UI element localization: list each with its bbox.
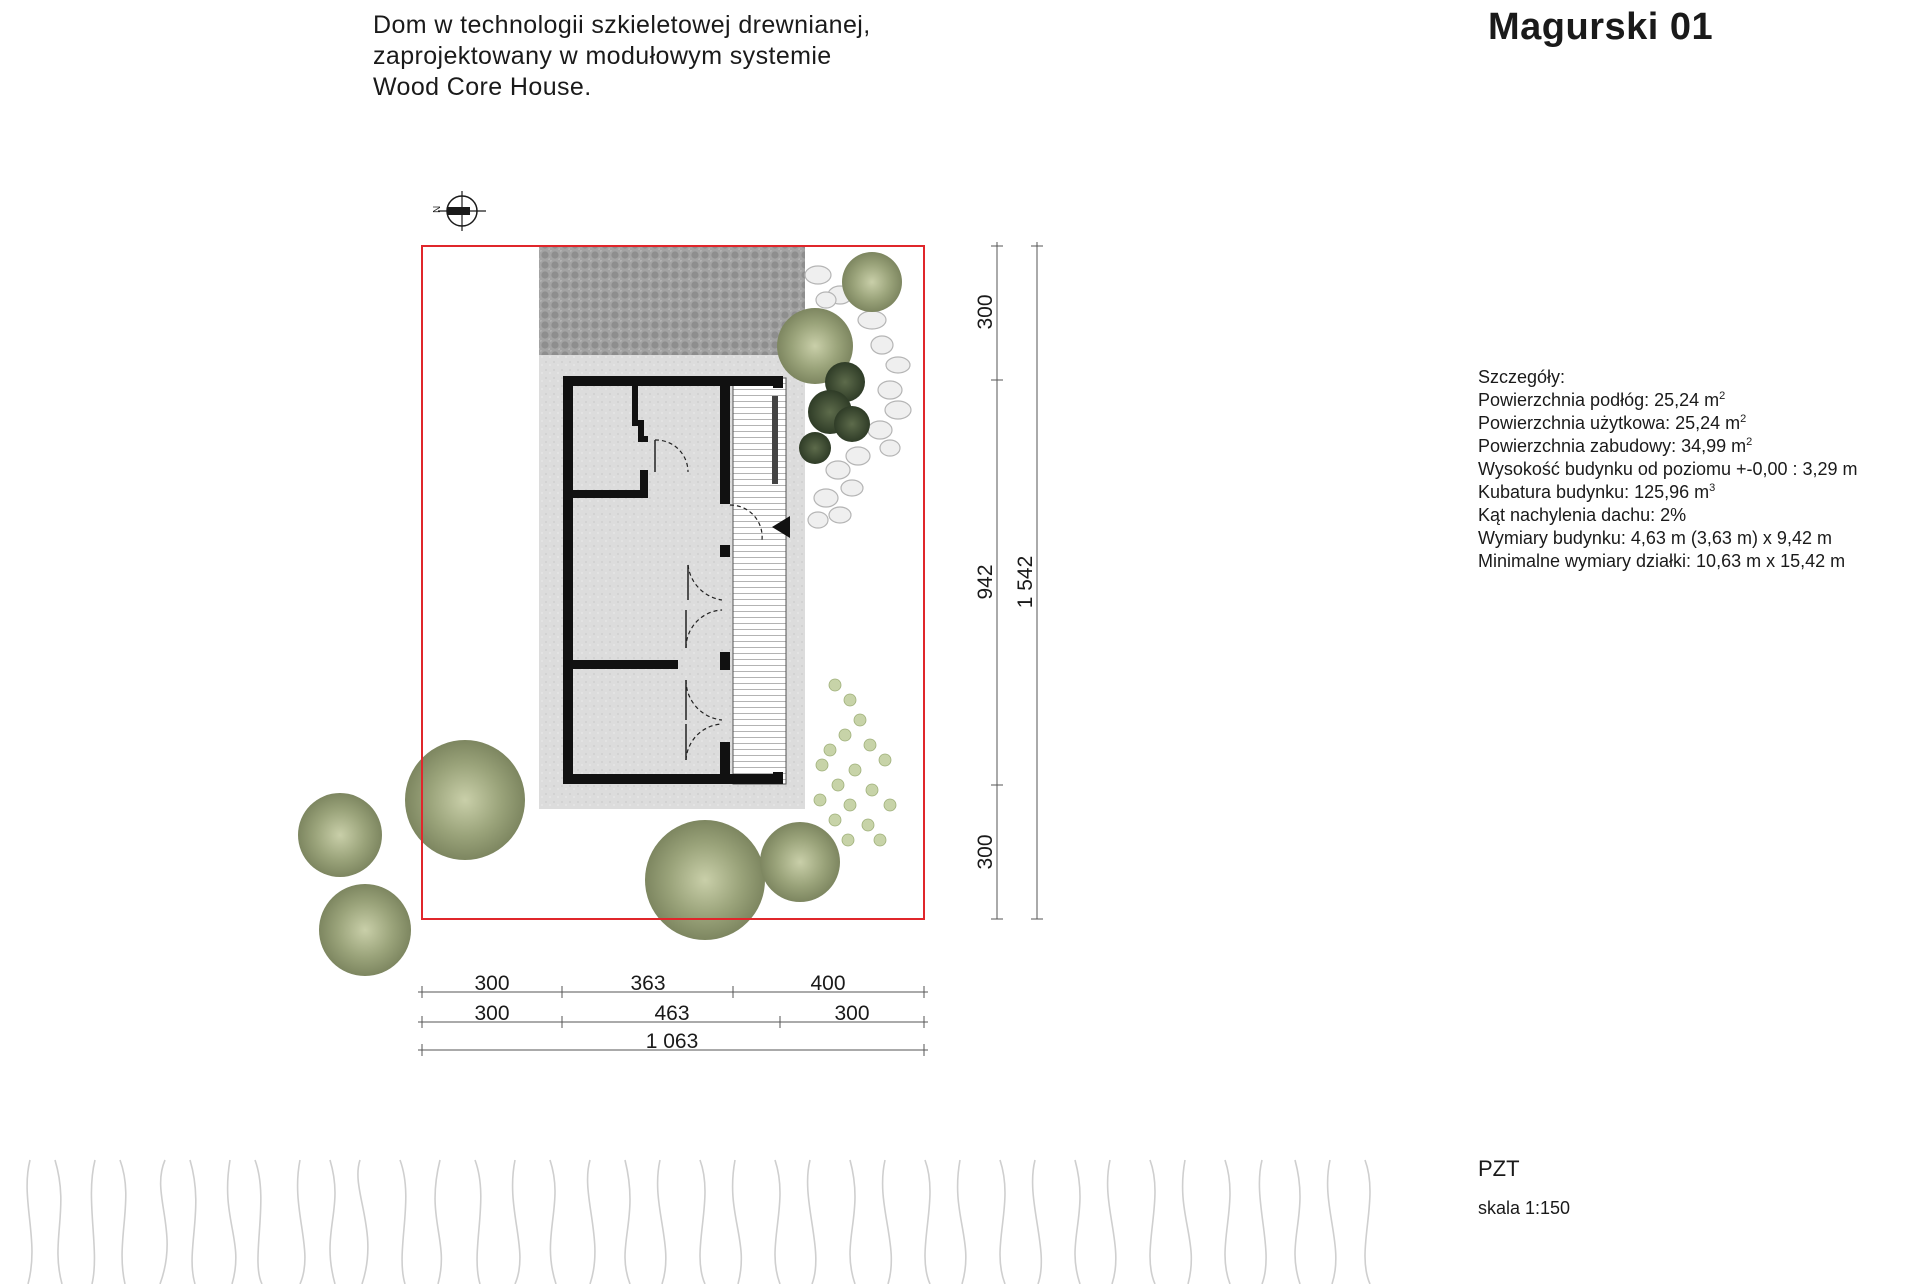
detail-row: Powierzchnia użytkowa: 25,24 $m^2$ (1478, 413, 1747, 433)
detail-row: Wysokość budynku od poziomu +-0,00 : 3,29 m (1478, 459, 1858, 479)
intro-line: Dom w technologii szkieletowej drewnianej, (373, 11, 871, 39)
dim-h2-middle: 463 (654, 1002, 690, 1025)
dim-h1-right: 400 (810, 972, 846, 995)
dim-vertical-bottom: 300 (974, 834, 997, 870)
north-arrow (432, 191, 486, 231)
intro-line: zaprojektowany w modułowym systemie (373, 42, 832, 70)
drawing-type-label: PZT (1478, 1156, 1520, 1181)
horizontal-dimensions (418, 972, 928, 1056)
dim-h2-right: 300 (834, 1002, 870, 1025)
parking-strip (539, 247, 805, 355)
detail-row: Wymiary budynku: 4,63 m (3,63 m) x 9,42 m (1478, 528, 1832, 548)
deck-edge-pattern (772, 396, 778, 484)
dim-h-total: 1 063 (645, 1030, 699, 1053)
terrace-deck (733, 378, 786, 784)
dim-vertical-middle: 942 (974, 564, 997, 600)
shrub-dark (834, 406, 870, 442)
project-title: Magurski 01 (1488, 6, 1714, 48)
tree (298, 793, 382, 877)
dim-h2-left: 300 (474, 1002, 510, 1025)
wood-grain-decoration (27, 1160, 1370, 1284)
tree (645, 820, 765, 940)
detail-row: Minimalne wymiary działki: 10,63 m x 15,42 m (1478, 551, 1846, 571)
north-label: N (432, 205, 443, 213)
shrub-dark (799, 432, 831, 464)
tree (760, 822, 840, 902)
tree (319, 884, 411, 976)
dim-vertical-total: 1 542 (1014, 555, 1037, 609)
detail-row: Kubatura budynku: 125,96 $m^3$ (1478, 482, 1716, 502)
intro-line: Wood Core House. (373, 73, 592, 101)
scale-label: skala 1:150 (1478, 1198, 1571, 1218)
vertical-dimensions (974, 242, 1043, 919)
details-heading: Szczegóły: (1478, 367, 1566, 387)
tree (842, 252, 902, 312)
light-shrubs (814, 679, 896, 846)
dim-h1-middle: 363 (630, 972, 666, 995)
detail-row: Kąt nachylenia dachu: 2% (1478, 505, 1687, 525)
detail-row: Powierzchnia zabudowy: 34,99 $m^2$ (1478, 436, 1753, 456)
detail-row: Powierzchnia podłóg: 25,24 $m^2$ (1478, 390, 1726, 410)
dim-vertical-top: 300 (974, 294, 997, 330)
dim-h1-left: 300 (474, 972, 510, 995)
